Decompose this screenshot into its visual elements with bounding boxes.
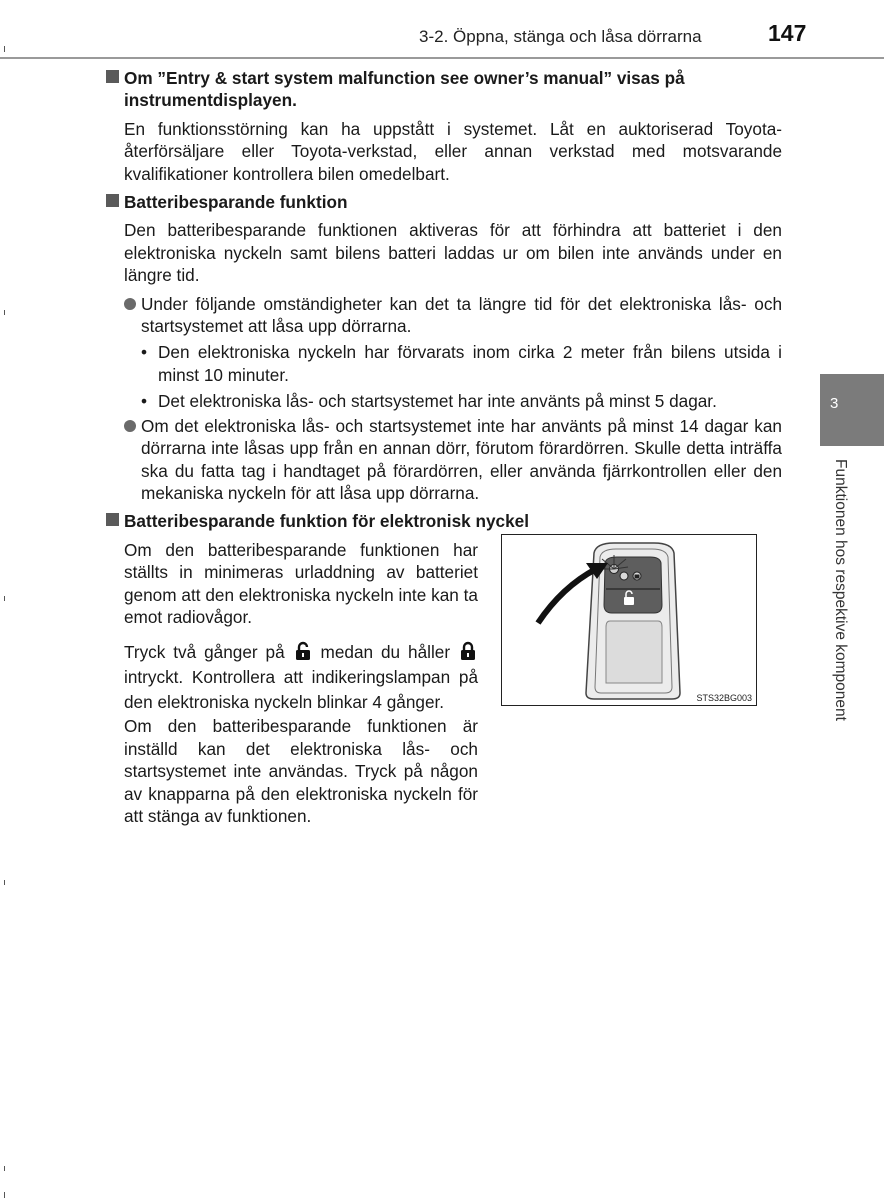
section-title: 3-2. Öppna, stänga och låsa dörrarna — [419, 27, 702, 46]
list-item: Under följande omständigheter kan det ta längre tid för det elektroniska lås- och startsystemet att låsa upp dörrarna. — [106, 293, 782, 338]
chapter-tab-number: 3 — [830, 395, 839, 412]
lock-icon — [460, 641, 476, 661]
square-bullet-icon — [106, 194, 119, 207]
header-divider — [0, 57, 884, 59]
key-intro-paragraph: Om den batteribesparande funktionen har ställts in minimeras urladdning av batteriet genom att den elektroniska nyckeln inte kan ta emot radiovågor. — [124, 539, 478, 627]
chapter-tab-label: Funktionen hos respektive komponent — [832, 459, 849, 721]
malfunction-paragraph: En funktionsstörning kan ha uppstått i systemet. Låt en auktoriserad Toyota-återförsäljare eller Toyota-verkstad, eller annan verkstad med motsvarande kvalifikationer kontrollera bilen omedelbart. — [124, 118, 782, 184]
crop-mark — [4, 1166, 5, 1171]
key-outro-paragraph: Om den batteribesparande funktionen är inställd kan det elektroniska lås- och startsystemet inte användas. Tryck på någon av knapparna på den elektroniska nyckeln för att stänga av funktionen. — [124, 716, 478, 826]
round-bullet-icon — [124, 420, 136, 432]
key-battery-saving-heading: Batteribesparande funktion för elektronisk nyckel — [106, 510, 782, 532]
unlock-icon — [295, 641, 311, 661]
sub-list-item: • Den elektroniska nyckeln har förvarats inom cirka 2 meter från bilens utsida i minst 10 minuter. — [141, 342, 782, 385]
square-bullet-icon — [106, 513, 119, 526]
crop-mark — [4, 310, 5, 315]
list-item: Om det elektroniska lås- och startsystemet inte har använts på minst 14 dagar kan dörrarna inte låsas upp från en annan dörr, förutom förardörren. Skulle detta inträffa ska du fatta tag i handtaget på förardörren, eller använda fjärrkontrollen eller den mekaniska nyckeln för att låsa upp dörrarna. — [106, 415, 782, 505]
figure-code: STS32BG003 — [696, 693, 752, 703]
crop-mark — [4, 46, 5, 52]
key-battery-saving-text — [124, 539, 478, 828]
crop-mark — [4, 596, 5, 601]
page-number: 147 — [768, 20, 807, 46]
key-fob-figure — [501, 534, 757, 706]
crop-mark — [4, 1192, 5, 1198]
key-fob-icon — [502, 535, 755, 704]
battery-saving-heading: Batteribesparande funktion — [106, 191, 782, 213]
crop-mark — [4, 880, 5, 885]
page-content — [106, 67, 782, 827]
battery-saving-paragraph: Den batteribesparande funktionen aktiveras för att förhindra att batteriet i den elektroniska nyckeln samt bilens batteri laddas ur om bilen inte används under en längre tid. — [124, 220, 782, 286]
malfunction-heading: Om ”Entry & start system malfunction see owner’s manual” visas på instrumentdisplayen. — [106, 67, 782, 112]
round-bullet-icon — [124, 298, 136, 310]
key-instruction-paragraph: Tryck två gånger på medan du håller intryckt. Kontrollera att indikeringslampan på den elektroniska nyckeln blinkar 4 gånger. — [124, 642, 478, 713]
sub-list-item: • Det elektroniska lås- och startsystemet har inte använts på minst 5 dagar. — [141, 391, 717, 412]
square-bullet-icon — [106, 70, 119, 83]
